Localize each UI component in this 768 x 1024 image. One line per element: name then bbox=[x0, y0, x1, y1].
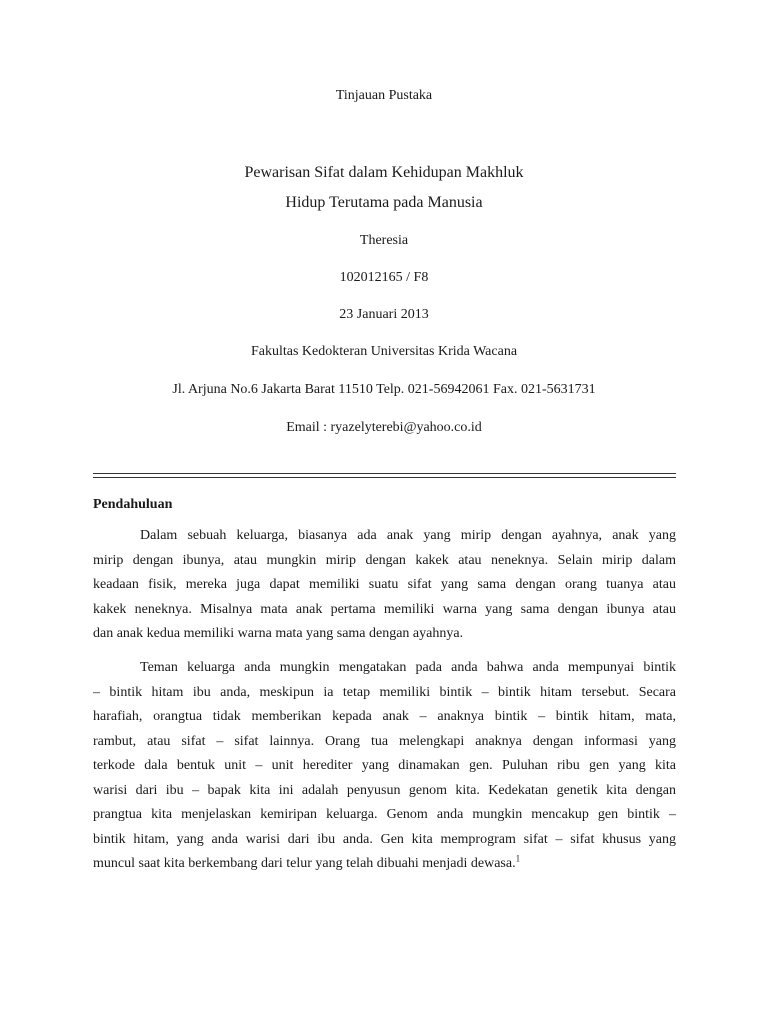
paragraph-line: terkode dala bentuk unit – unit herediter yang dinamakan gen. Puluhan ribu gen yang kita bbox=[93, 758, 676, 773]
document-date: 23 Januari 2013 bbox=[339, 307, 429, 322]
footnote-marker[interactable]: 1 bbox=[515, 853, 521, 864]
section-heading: Pendahuluan bbox=[93, 497, 173, 512]
title-line-2: Hidup Terutama pada Manusia bbox=[285, 194, 483, 211]
paragraph-line-text: muncul saat kita berkembang dari telur yang telah dibuahi menjadi dewasa. bbox=[93, 856, 516, 871]
paragraph-line: kakek neneknya. Misalnya mata anak pertama memiliki warna yang sama dengan ibunya atau bbox=[93, 601, 676, 617]
paragraph-line: prangtua kita menjelaskan kemiripan keluarga. Genom anda mungkin mencakup gen bintik – bbox=[93, 807, 676, 822]
paragraph-line: keadaan fisik, mereka juga dapat memiliki suatu sifat yang sama dengan orang tuanya atau bbox=[93, 577, 676, 592]
paragraph-line: mirip dengan ibunya, atau mungkin mirip dengan kakek atau neneknya. Selain mirip dalam bbox=[93, 552, 676, 568]
paragraph-1 bbox=[93, 524, 676, 647]
faculty-name: Fakultas Kedokteran Universitas Krida Wacana bbox=[250, 344, 518, 359]
paragraph-2 bbox=[93, 656, 676, 877]
document-kind: Tinjauan Pustaka bbox=[335, 88, 433, 103]
paragraph-line: Dalam sebuah keluarga, biasanya ada anak yang mirip dengan ayahnya, anak yang bbox=[140, 528, 676, 543]
paragraph-line: – bintik hitam ibu anda, meskipun ia tetap memiliki bintik – bintik hitam tersebut. Secara bbox=[93, 684, 676, 700]
paragraph-line: harafiah, orangtua tidak memberikan kepada anak – anaknya bintik – bintik hitam, mata, bbox=[93, 709, 676, 724]
paragraph-line: dan anak kedua memiliki warna mata yang sama dengan ayahnya. bbox=[93, 626, 464, 641]
paragraph-line: rambut, atau sifat – sifat lainnya. Orang tua melengkapi anaknya dengan informasi yang bbox=[93, 733, 676, 749]
header-divider-top bbox=[93, 473, 676, 474]
paragraph-line: bintik hitam, yang anda warisi dari ibu anda. Gen kita memprogram sifat – sifat khusus yang bbox=[93, 831, 676, 847]
paragraph-line: Teman keluarga anda mungkin mengatakan pada anda bahwa anda mempunyai bintik bbox=[140, 660, 676, 675]
email-line: Email : ryazelyterebi@yahoo.co.id bbox=[286, 420, 482, 435]
student-id: 102012165 / F8 bbox=[339, 270, 429, 285]
paragraph-line: warisi dari ibu – bapak kita ini adalah penyusun genom kita. Kedekatan genetik kita dengan bbox=[93, 782, 676, 798]
paragraph-last-line bbox=[93, 852, 676, 877]
title-line-1: Pewarisan Sifat dalam Kehidupan Makhluk bbox=[244, 164, 524, 181]
author-name: Theresia bbox=[359, 233, 409, 248]
address-line: Jl. Arjuna No.6 Jakarta Barat 11510 Telp. 021-56942061 Fax. 021-5631731 bbox=[172, 382, 596, 397]
header-divider-bottom bbox=[93, 477, 676, 478]
